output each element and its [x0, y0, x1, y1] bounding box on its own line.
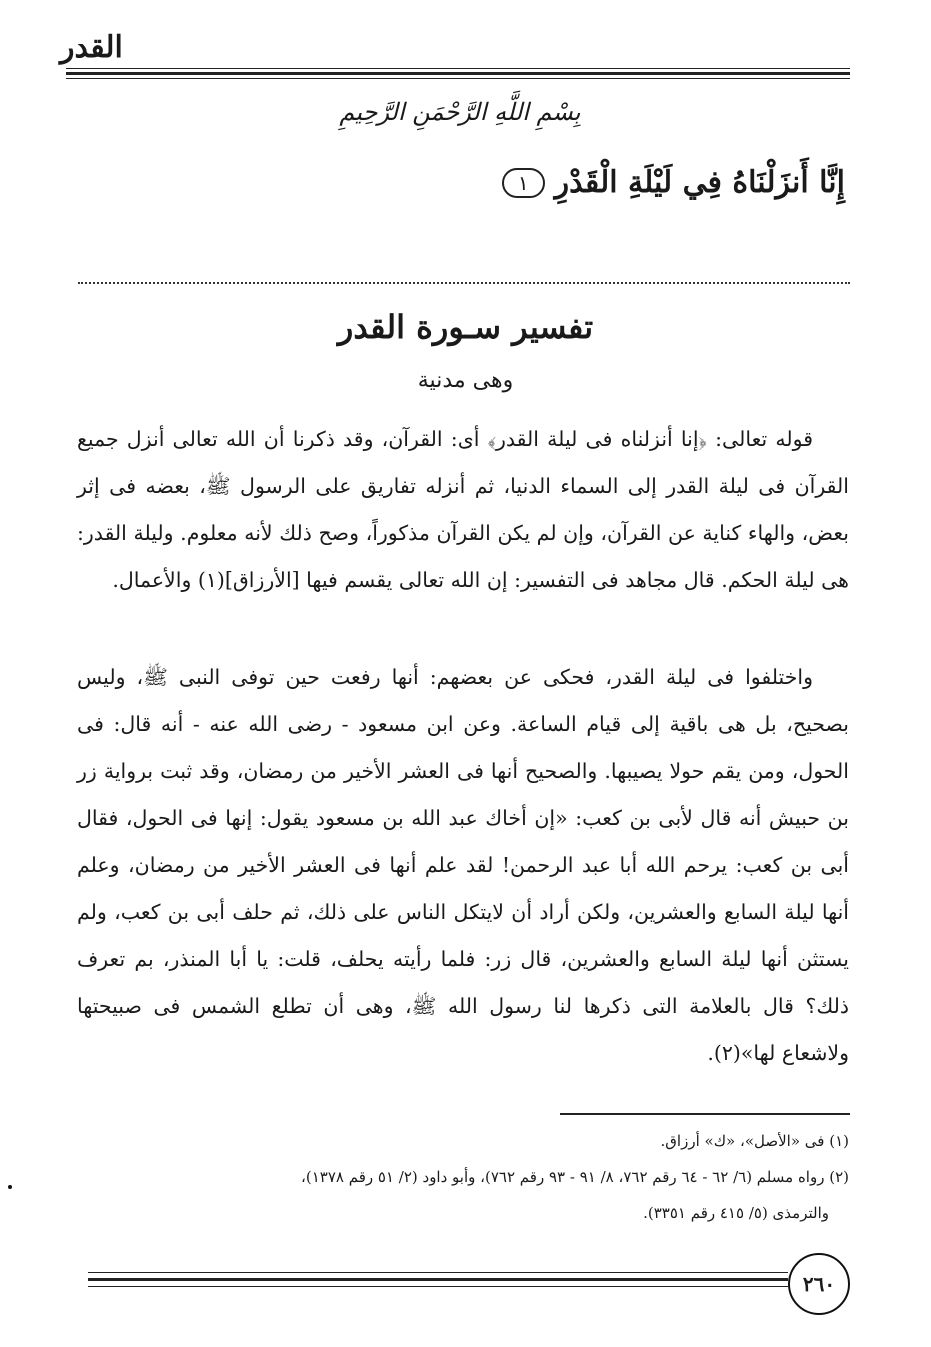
header-rule-thick	[66, 68, 850, 69]
header-rule-bold	[66, 72, 850, 75]
surah-title: تفسير سـورة القدر	[337, 308, 594, 346]
footer-rule-mid	[88, 1278, 788, 1281]
body-paragraph-2	[77, 654, 849, 1077]
paragraph-text: واختلفوا فى ليلة القدر، فحكى عن بعضهم: أنها رفعت حين توفى النبى ﷺ، وليس بصحيح، بل هى باقية إلى قيام الساعة. وعن ابن مسعود - رضى الله عنه - أنه قال: فى الحول، ومن يقم حولا يصيبها. والصحيح أنها فى العشر الأخير من رمضان، وقد ثبت برواية زر بن حبيش أنه قال لأبى بن كعب: «إن أخاك عبد الله بن مسعود يقول: إنها فى الحول، فقال أبى بن كعب: يرحم الله أبا عبد الرحمن! لقد علم أنها فى العشر الأخير من رمضان، وعلم أنها ليلة السابع والعشرين، ولكن أراد أن لايتكل الناس على ذلك، ثم حلف أبى بن كعب، ولم يستثن أنها ليلة السابع والعشرين، قال زر: فلما رأيته يحلف، قلت: يا أبا المنذر، بم تعرف ذلك؟ قال بالعلامة التى ذكرها لنا رسول الله ﷺ، وهى أن تطلع الشمس فى صبيحتها ولاشعاع لها»(٢).	[77, 665, 849, 1065]
basmala: بِسْمِ اللَّهِ الرَّحْمَنِ الرَّحِيمِ	[339, 98, 581, 126]
surah-subtitle: وهى مدنية	[417, 368, 514, 393]
ayah-number-mark: ١	[502, 168, 545, 198]
footnote-2-continuation: والترمذى (٥/ ٤١٥ رقم ٣٣٥١).	[643, 1204, 829, 1222]
dotted-divider	[78, 282, 850, 284]
footnote-rule	[560, 1113, 850, 1115]
footer-rule-bottom	[88, 1286, 788, 1287]
quran-verse: إِنَّا أَنزَلْنَاهُ فِي لَيْلَةِ الْقَدْرِ	[554, 165, 845, 200]
footer-rule-top	[88, 1272, 788, 1273]
body-paragraph-1	[77, 416, 849, 604]
header-rule-thin	[66, 78, 850, 79]
footnote-1: (١) فى «الأصل»، «ك» أرزاق.	[660, 1132, 849, 1150]
footnotes	[77, 1126, 849, 1234]
paragraph-text: قوله تعالى: ﴿إنا أنزلناه فى ليلة القدر﴾ أى: القرآن، وقد ذكرنا أن الله تعالى أنزل جميع القرآن فى ليلة القدر إلى السماء الدنيا، ثم أنزله تفاريق على الرسول ﷺ، بعضه فى إثر بعض، والهاء كناية عن القرآن، وإن لم يكن القرآن مذكوراً، وصح ذلك لأنه معلوم. وليلة القدر: هى ليلة الحكم. قال مجاهد فى التفسير: إن الله تعالى يقسم فيها [الأرزاق](١) والأعمال.	[77, 427, 849, 592]
footnote-2: (٢) رواه مسلم (٦/ ٦٢ - ٦٤ رقم ٧٦٢، ٨/ ٩١ - ٩٣ رقم ٧٦٢)، وأبو داود (٢/ ٥١ رقم ١٣٧٨)،	[301, 1168, 849, 1186]
running-head: القدر	[60, 30, 123, 65]
margin-mark	[8, 1185, 12, 1189]
verse-row	[502, 165, 845, 200]
page-number: ٢٦٠	[788, 1253, 850, 1315]
